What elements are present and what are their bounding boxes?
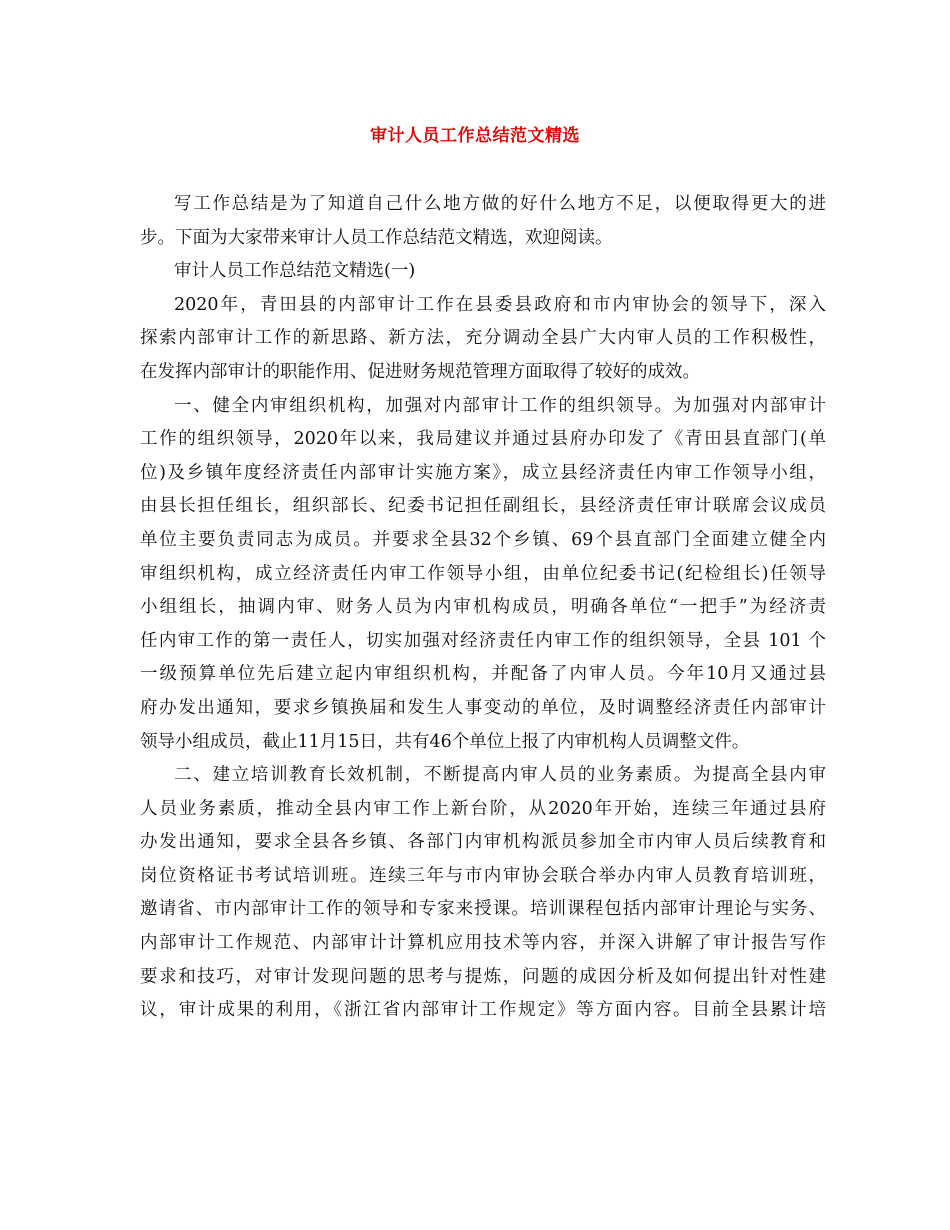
paragraph-line: 领导小组成员，截止11月15日，共有46个单位上报了内审机构人员调整文件。 (140, 731, 750, 752)
paragraph-line: 府办发出通知，要求乡镇换届和发生人事变动的单位，及时调整经济责任内部审计 (140, 697, 826, 718)
paragraph-line: 一、健全内审组织机构，加强对内部审计工作的组织领导。为加强对内部审计 (174, 395, 826, 416)
paragraph-line: 内部审计工作规范、内部审计计算机应用技术等内容，并深入讲解了审计报告写作 (140, 933, 826, 954)
paragraph-line: 要求和技巧，对审计发现问题的思考与提炼，问题的成因分析及如何提出针对性建 (140, 966, 826, 987)
paragraph-line: 人员业务素质，推动全县内审工作上新台阶，从2020年开始，连续三年通过县府 (140, 798, 826, 819)
section-heading: 审计人员工作总结范文精选(一) (174, 261, 416, 282)
document-body (140, 188, 826, 1028)
paragraph-line: 岗位资格证书考试培训班。连续三年与市内审协会联合举办内审人员教育培训班， (140, 865, 826, 886)
paragraph-line: 二、建立培训教育长效机制，不断提高内审人员的业务素质。为提高全县内审 (174, 765, 826, 786)
paragraph-line: 邀请省、市内部审计工作的领导和专家来授课。培训课程包括内部审计理论与实务、 (140, 899, 826, 920)
paragraph-line: 单位主要负责同志为成员。并要求全县32个乡镇、69个县直部门全面建立健全内 (140, 529, 826, 550)
paragraph-line: 议，审计成果的利用，《浙江省内部审计工作规定》等方面内容。目前全县累计培 (140, 1000, 826, 1021)
document-title: 审计人员工作总结范文精选 (370, 126, 580, 146)
paragraph-line: 审组织机构，成立经济责任内审工作领导小组，由单位纪委书记(纪检组长)任领导 (140, 563, 826, 584)
paragraph-line: 探索内部审计工作的新思路、新方法，充分调动全县广大内审人员的工作积极性， (140, 328, 826, 349)
paragraph-line: 工作的组织领导，2020年以来，我局建议并通过县府办印发了《青田县直部门(单 (140, 429, 826, 450)
paragraph-line: 一级预算单位先后建立起内审组织机构，并配备了内审人员。今年10月又通过县 (140, 664, 826, 685)
paragraph-line: 2020年，青田县的内部审计工作在县委县政府和市内审协会的领导下，深入 (174, 294, 826, 315)
paragraph-line: 写工作总结是为了知道自己什么地方做的好什么地方不足，以便取得更大的进 (174, 194, 826, 214)
paragraph-line: 步。下面为大家带来审计人员工作总结范文精选，欢迎阅读。 (140, 227, 613, 248)
paragraph-line: 小组组长，抽调内审、财务人员为内审机构成员，明确各单位“一把手”为经济责 (140, 597, 826, 618)
paragraph-line: 任内审工作的第一责任人，切实加强对经济责任内审工作的组织领导，全县 101 个 (140, 630, 826, 651)
paragraph-line: 位)及乡镇年度经济责任内部审计实施方案》，成立县经济责任内审工作领导小组， (140, 462, 826, 483)
paragraph-line: 由县长担任组长，组织部长、纪委书记担任副组长，县经济责任审计联席会议成员 (140, 496, 826, 517)
paragraph-line: 在发挥内部审计的职能作用、促进财务规范管理方面取得了较好的成效。 (140, 361, 700, 382)
paragraph-line: 办发出通知，要求全县各乡镇、各部门内审机构派员参加全市内审人员后续教育和 (140, 832, 826, 853)
